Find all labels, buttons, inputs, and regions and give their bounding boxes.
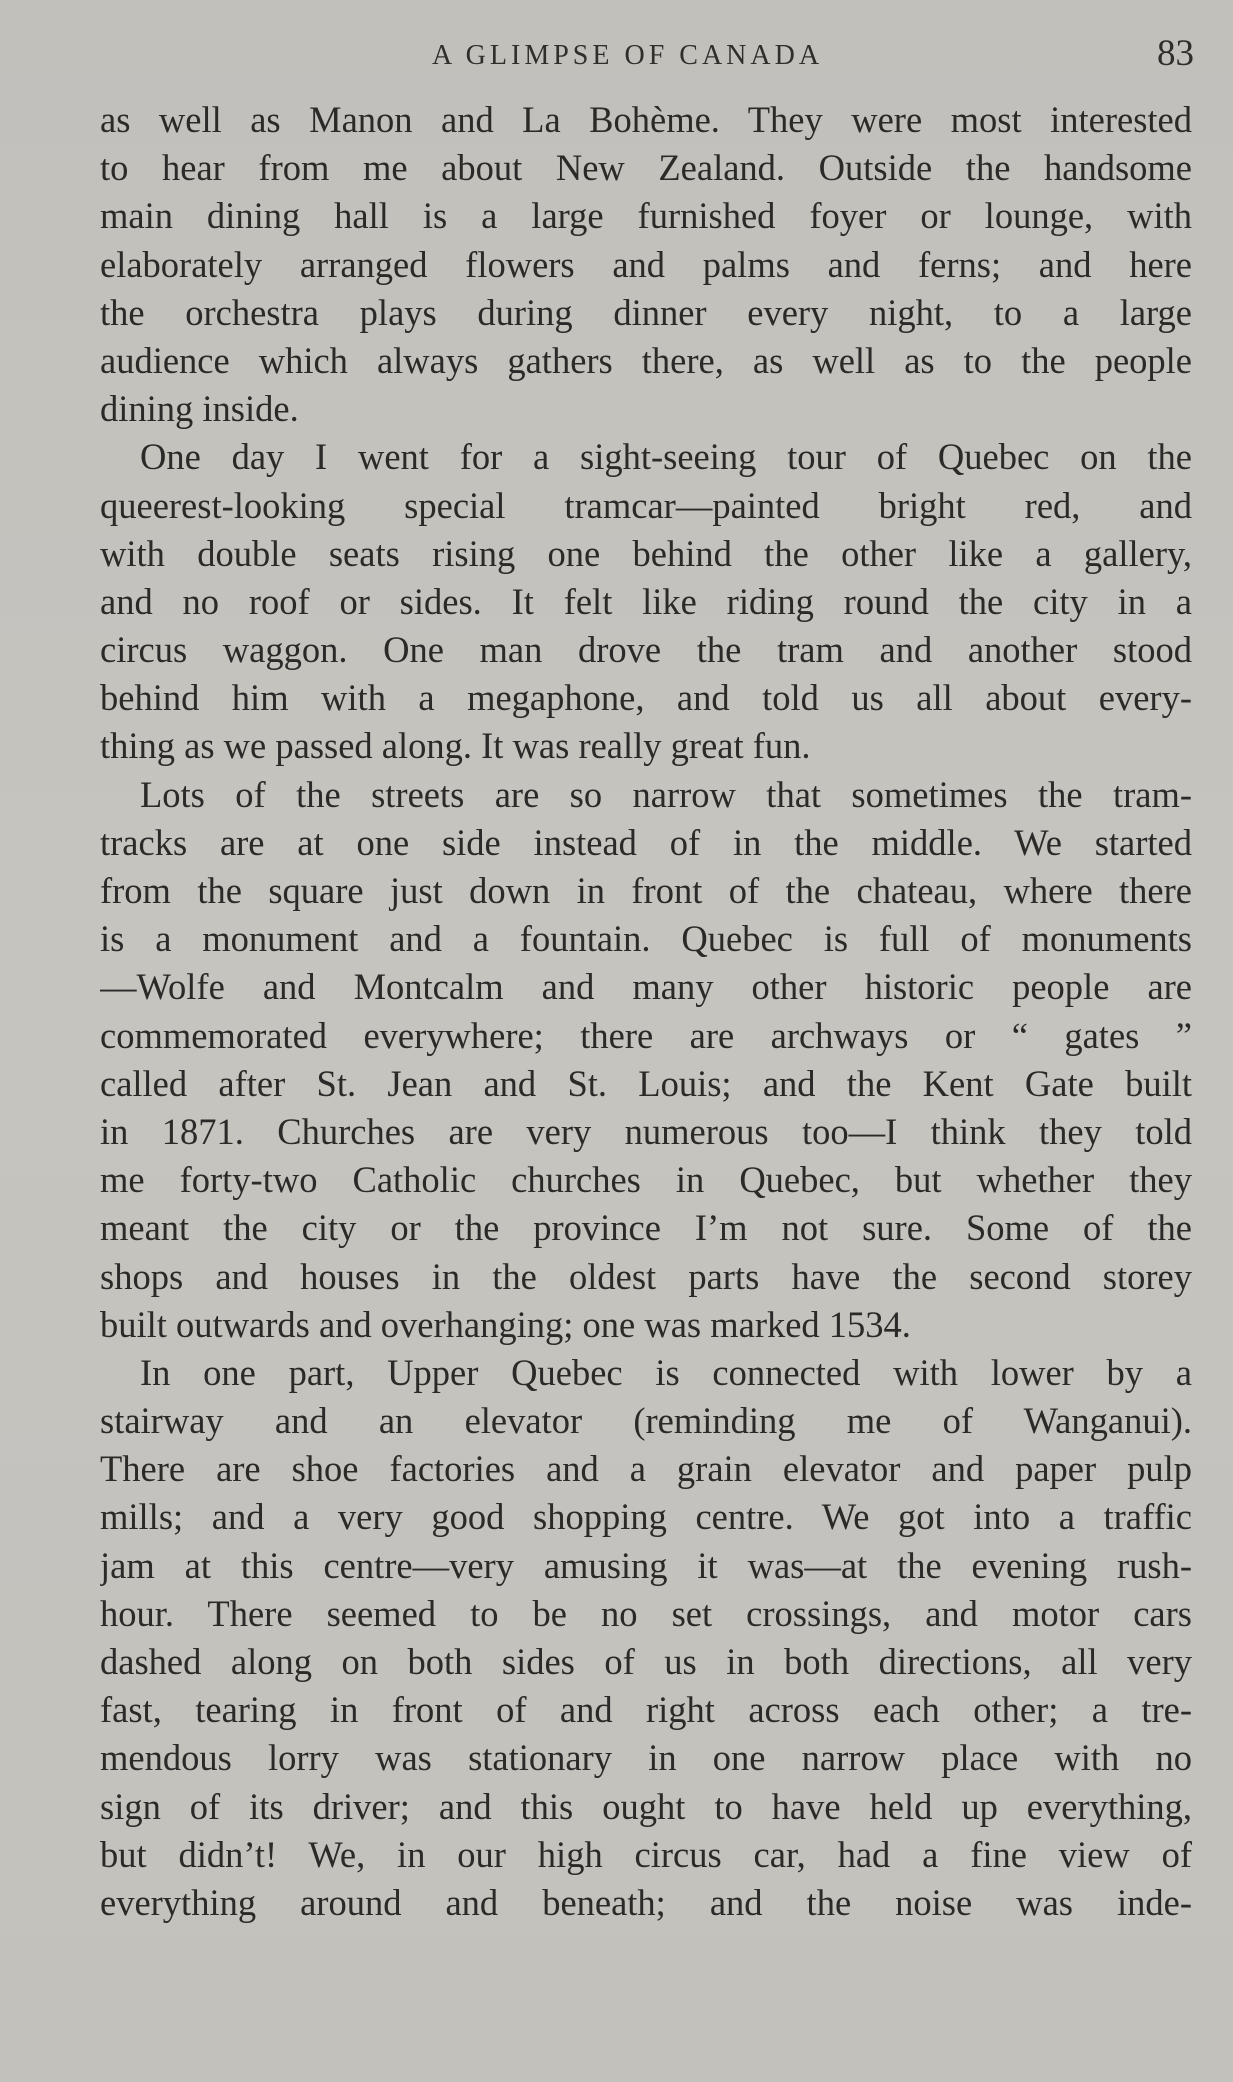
text-line: to hear from me about New Zealand. Outside the handsome xyxy=(100,147,1192,189)
text-line: shops and houses in the oldest parts have the second storey xyxy=(100,1255,1192,1297)
text-line: circus waggon. One man drove the tram and another stood xyxy=(100,629,1192,671)
text-line: is a monument and a fountain. Quebec is full of monuments xyxy=(100,918,1192,960)
text-line: with double seats rising one behind the other like a gallery, xyxy=(100,532,1192,574)
text-line: stairway and an elevator (reminding me of Wanganui). xyxy=(100,1400,1192,1442)
text-line: hour. There seemed to be no set crossings, and motor cars xyxy=(100,1592,1192,1634)
running-title: A GLIMPSE OF CANADA xyxy=(432,40,824,71)
text-line: queerest-looking special tramcar—painted bright red, and xyxy=(100,484,1192,526)
running-head xyxy=(0,33,1233,76)
text-line: and no roof or sides. It felt like riding round the city in a xyxy=(100,580,1192,622)
text-line: One day I went for a sight-seeing tour of Quebec on the xyxy=(140,436,1192,478)
text-line: from the square just down in front of the chateau, where there xyxy=(100,870,1192,911)
text-line: thing as we passed along. It was really great fun. xyxy=(100,725,811,767)
text-line: jam at this centre—very amusing it was—at the evening rush- xyxy=(100,1544,1192,1586)
text-line: everything around and beneath; and the noise was inde- xyxy=(100,1881,1192,1923)
text-line: dining inside. xyxy=(100,388,299,430)
text-line: me forty-two Catholic churches in Quebec, but whether they xyxy=(100,1159,1192,1201)
text-line: tracks are at one side instead of in the middle. We started xyxy=(100,821,1192,863)
text-line: meant the city or the province I’m not sure. Some of the xyxy=(100,1207,1192,1249)
text-line: main dining hall is a large furnished foyer or lounge, with xyxy=(100,195,1192,237)
text-line: the orchestra plays during dinner every night, to a large xyxy=(100,291,1192,333)
text-line: as well as Manon and La Bohème. They were most interested xyxy=(100,99,1192,140)
text-line: mills; and a very good shopping centre. We got into a traffic xyxy=(100,1496,1192,1538)
text-line: elaborately arranged flowers and palms and ferns; and here xyxy=(100,243,1192,285)
text-line: behind him with a megaphone, and told us all about every- xyxy=(100,677,1192,719)
text-line: dashed along on both sides of us in both directions, all very xyxy=(100,1641,1192,1682)
page-number: 83 xyxy=(1157,33,1194,74)
text-line: fast, tearing in front of and right across each other; a tre- xyxy=(100,1689,1192,1731)
text-line: Lots of the streets are so narrow that sometimes the tram- xyxy=(140,773,1192,815)
text-line: In one part, Upper Quebec is connected with lower by a xyxy=(140,1351,1192,1393)
body-text xyxy=(100,96,1192,1927)
text-line: There are shoe factories and a grain elevator and paper pulp xyxy=(100,1448,1192,1490)
text-line: audience which always gathers there, as well as to the people xyxy=(100,339,1192,381)
text-line: sign of its driver; and this ought to have held up everything, xyxy=(100,1785,1192,1827)
text-line: —Wolfe and Montcalm and many other historic people are xyxy=(100,966,1192,1008)
text-line: built outwards and overhanging; one was marked 1534. xyxy=(100,1303,911,1345)
text-line: called after St. Jean and St. Louis; and the Kent Gate built xyxy=(100,1062,1192,1104)
text-line: mendous lorry was stationary in one narrow place with no xyxy=(100,1737,1192,1779)
text-line: in 1871. Churches are very numerous too—I think they told xyxy=(100,1110,1192,1152)
text-line: commemorated everywhere; there are archways or “ gates ” xyxy=(100,1014,1192,1056)
text-line: but didn’t! We, in our high circus car, had a fine view of xyxy=(100,1833,1192,1875)
